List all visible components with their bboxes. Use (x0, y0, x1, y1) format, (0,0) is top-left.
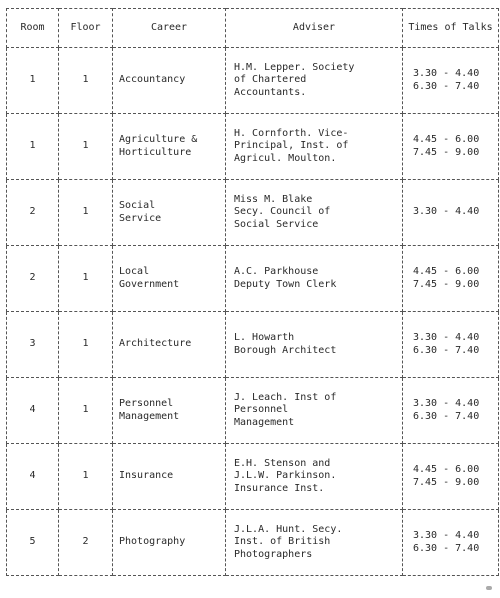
header-adviser: Adviser (226, 9, 403, 48)
talk-times-cell: 3.30 - 4.40 6.30 - 7.40 (403, 312, 499, 378)
career-cell: Insurance (113, 444, 226, 510)
adviser-cell: L. Howarth Borough Architect (226, 312, 403, 378)
room-cell: 2 (7, 246, 59, 312)
header-room: Room (7, 9, 59, 48)
header-times-of-talks: Times of Talks (403, 9, 499, 48)
talk-times-cell: 3.30 - 4.40 6.30 - 7.40 (403, 510, 499, 576)
career-cell: Accountancy (113, 48, 226, 114)
talk-times-cell: 3.30 - 4.40 6.30 - 7.40 (403, 378, 499, 444)
page-corner-mark (486, 586, 492, 590)
room-cell: 1 (7, 114, 59, 180)
floor-cell: 1 (59, 180, 113, 246)
table-row (7, 180, 499, 246)
room-cell: 2 (7, 180, 59, 246)
career-cell: Photography (113, 510, 226, 576)
career-cell: Social Service (113, 180, 226, 246)
header-career: Career (113, 9, 226, 48)
room-cell: 5 (7, 510, 59, 576)
table-row (7, 444, 499, 510)
room-cell: 4 (7, 444, 59, 510)
floor-cell: 1 (59, 114, 113, 180)
adviser-cell: H.M. Lepper. Society of Chartered Accountants. (226, 48, 403, 114)
talk-times-cell: 4.45 - 6.00 7.45 - 9.00 (403, 114, 499, 180)
table-row (7, 312, 499, 378)
room-cell: 1 (7, 48, 59, 114)
table-row (7, 510, 499, 576)
table-header (7, 9, 499, 48)
adviser-cell: E.H. Stenson and J.L.W. Parkinson. Insurance Inst. (226, 444, 403, 510)
table-row (7, 246, 499, 312)
adviser-cell: A.C. Parkhouse Deputy Town Clerk (226, 246, 403, 312)
careers-schedule-table (6, 8, 499, 576)
talk-times-cell: 4.45 - 6.00 7.45 - 9.00 (403, 246, 499, 312)
adviser-cell: J.L.A. Hunt. Secy. Inst. of British Photographers (226, 510, 403, 576)
floor-cell: 1 (59, 312, 113, 378)
talk-times-cell: 4.45 - 6.00 7.45 - 9.00 (403, 444, 499, 510)
floor-cell: 1 (59, 246, 113, 312)
table-body (7, 48, 499, 576)
career-cell: Architecture (113, 312, 226, 378)
room-cell: 3 (7, 312, 59, 378)
table-row (7, 114, 499, 180)
table-row (7, 378, 499, 444)
header-row (7, 9, 499, 48)
header-floor: Floor (59, 9, 113, 48)
floor-cell: 2 (59, 510, 113, 576)
floor-cell: 1 (59, 48, 113, 114)
career-cell: Personnel Management (113, 378, 226, 444)
talk-times-cell: 3.30 - 4.40 6.30 - 7.40 (403, 48, 499, 114)
table-row (7, 48, 499, 114)
adviser-cell: J. Leach. Inst of Personnel Management (226, 378, 403, 444)
floor-cell: 1 (59, 444, 113, 510)
talk-times-cell: 3.30 - 4.40 (403, 180, 499, 246)
career-cell: Agriculture & Horticulture (113, 114, 226, 180)
career-cell: Local Government (113, 246, 226, 312)
room-cell: 4 (7, 378, 59, 444)
adviser-cell: Miss M. Blake Secy. Council of Social Service (226, 180, 403, 246)
adviser-cell: H. Cornforth. Vice- Principal, Inst. of Agricul. Moulton. (226, 114, 403, 180)
floor-cell: 1 (59, 378, 113, 444)
